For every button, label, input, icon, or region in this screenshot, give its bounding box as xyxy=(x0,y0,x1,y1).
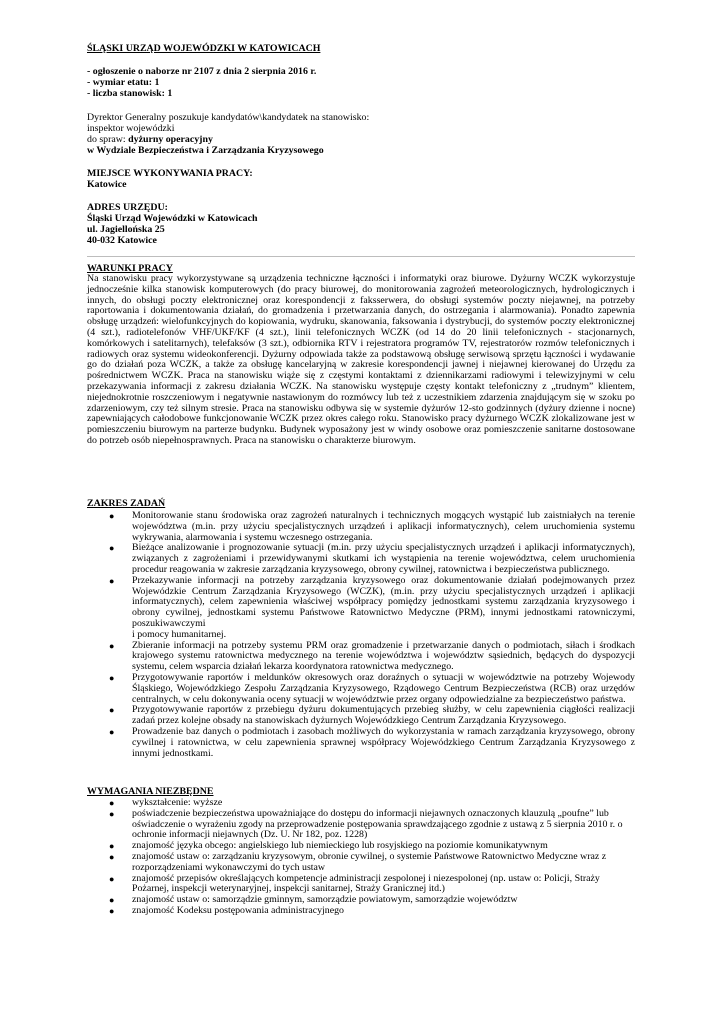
section-divider xyxy=(87,256,635,257)
address-line-1: Śląski Urząd Wojewódzki w Katowicach xyxy=(87,213,258,224)
list-item: ● wykształcenie: wyższe xyxy=(109,797,223,808)
list-item: ● Przygotowywanie raportów i meldunków okresowych oraz doraźnych o sytuacji w województwie na potrzeby Wojewody Śląskiego, Wojewódzkiego Zespołu Zarządzania Kryzysowego, Rządowego Centrum Bezpieczeństwa (RCB) oraz urzędów centralnych, w celu dokonywania oceny sytuacji w województwie przez organy odpowiedzialne za bezpieczeństwo państwa. xyxy=(109,671,635,705)
conditions-heading: WARUNKI PRACY xyxy=(87,263,173,274)
bullet-icon: ● xyxy=(109,851,115,862)
duties-heading: ZAKRES ZADAŃ xyxy=(87,498,166,509)
duties-list xyxy=(87,511,635,759)
workload-line: - wymiar etatu: 1 xyxy=(87,77,160,88)
list-item: ● Zbieranie informacji na potrzeby systemu PRM oraz gromadzenie i przetwarzanie danych o podmiotach, siłach i środkach krajowego systemu ratownictwa medycznego na terenie województwa i województw sąsiednich, będących do dyspozycji systemu, celem wsparcia działań lekarza koordynatora ratownictwa medycznego. xyxy=(109,639,635,673)
list-item: ● znajomość przepisów określających kompetencje administracji zespolonej i niezespolonej (np. ustaw o: Policji, Straży Pożarnej, inspekcji weterynaryjnej, inspekcji sanitarnej, Straży Granicznej itd.) xyxy=(109,872,600,895)
list-item: ● znajomość języka obcego: angielskiego lub niemieckiego lub rosyjskiego na poziomie komunikatywnym xyxy=(109,840,548,852)
position-role: do spraw: dyżurny operacyjny xyxy=(87,134,213,145)
list-item: ● znajomość Kodeksu postępowania administracyjnego xyxy=(109,904,344,916)
requirements-heading: WYMAGANIA NIEZBĘDNE xyxy=(87,786,214,797)
bullet-icon: ● xyxy=(109,841,115,852)
bullet-icon: ● xyxy=(109,905,115,916)
bullet-icon: ● xyxy=(109,726,115,737)
list-item: ● znajomość ustaw o: zarządzaniu kryzysowym, obronie cywilnej, o systemie Państwowe Ratownictwo Medyczne wraz z rozporządzeniami wykonawczymi do tych ustaw xyxy=(109,850,607,873)
bullet-icon: ● xyxy=(109,575,115,586)
department-name: w Wydziale Bezpieczeństwa i Zarządzania Kryzysowego xyxy=(87,145,324,156)
list-item: ● Bieżące analizowanie i prognozowanie sytuacji (m.in. przy użyciu specjalistycznych urządzeń i aplikacji informatycznych), związanych z zagrożeniami i przewidywanymi skutkami ich wystąpienia na terenie województwa, celem uruchomienia procedur reagowania w zakresie zarządzania kryzysowego, obrony cywilnej, ratownictwa i bezpieczeństwa publicznego. xyxy=(109,542,635,575)
bullet-icon: ● xyxy=(109,543,115,554)
bullet-icon: ● xyxy=(109,672,115,683)
requirements-list xyxy=(87,798,635,917)
workplace-value: Katowice xyxy=(87,179,127,190)
bullet-icon: ● xyxy=(109,895,115,906)
address-heading: ADRES URZĘDU: xyxy=(87,202,168,213)
positions-count: - liczba stanowisk: 1 xyxy=(87,88,173,99)
workplace-heading: MIEJSCE WYKONYWANIA PRACY: xyxy=(87,168,253,179)
list-item: ● poświadczenie bezpieczeństwa upoważniające do dostępu do informacji niejawnych oznaczonych klauzulą „poufne” lub oświadczenie o wyrażeniu zgody na przeprowadzenie postępowania sprawdzającego zgodnie z ustawą z 5 sierpnia 2010 r. o ochronie informacji niejawnych (Dz. U. Nr 182, poz. 1228) xyxy=(109,807,623,841)
intro-line: Dyrektor Generalny poszukuje kandydatów\kandydatek na stanowisko: xyxy=(87,112,370,123)
list-item: ● Monitorowanie stanu środowiska oraz zagrożeń naturalnych i technicznych mogących wystąpić lub zaistniałych na terenie województwa (m.in. przy użyciu specjalistycznych urządzeń i aplikacji informatycznych), celem uruchomienia systemu wykrywania, alarmowania i systemu wczesnego ostrzegania. xyxy=(109,510,635,543)
bullet-icon: ● xyxy=(109,808,115,819)
address-line-2: ul. Jagiellońska 25 xyxy=(87,224,165,235)
bullet-icon: ● xyxy=(109,705,115,716)
list-item: ● znajomość ustaw o: samorządzie gminnym, samorządzie powiatowym, samorządzie województw xyxy=(109,894,518,906)
address-line-3: 40-032 Katowice xyxy=(87,235,157,246)
list-item: ● Przekazywanie informacji na potrzeby zarządzania kryzysowego oraz dokumentowanie działań podejmowanych przez Wojewódzkie Centrum Zarządzania Kryzysowego (WCZK), (m.in. przy użyciu specjalistycznych urządzeń i aplikacji informatycznych), celem zapewnienia właściwej współpracy pomiędzy jednostkami systemu zarządzania kryzysowego i obrony cywilnej, jednostkami systemu Państwowe Ratownictwo Medyczne (PRM), innymi jednostkami ratowniczymi, poszukiwawczymi i pomocy humanitarnej. xyxy=(109,574,635,640)
position-title: inspektor wojewódzki xyxy=(87,123,175,134)
bullet-icon: ● xyxy=(109,511,115,521)
announcement-number: - ogłoszenie o naborze nr 2107 z dnia 2 sierpnia 2016 r. xyxy=(87,66,317,77)
bullet-icon: ● xyxy=(109,640,115,651)
bullet-icon: ● xyxy=(109,798,115,808)
institution-title: ŚLĄSKI URZĄD WOJEWÓDZKI W KATOWICACH xyxy=(87,43,321,54)
bullet-icon: ● xyxy=(109,873,115,884)
conditions-text: Na stanowisku pracy wykorzystywane są urządzenia techniczne łączności i informatyki oraz biurowe. Dyżurny WCZK wykorzystuje jednocześnie kilka stanowisk komputerowych (do pracy biurowej, do monitorowania zagrożeń meteorologicznych, hydrologicznych i innych, do obsługi poczty elektronicznej oraz korespondencji z faksserwera, do obsługi systemów poczty niejawnej, na potrzeby raportowania i dokumentowania działań, do gromadzenia i przetwarzania danych, do ostrzegania i alarmowania). Ponadto zapewnia obsługę urządzeń: wielofunkcyjnych do kopiowania, wydruku, skanowania, faksowania i dystrybucji, do systemów poczty elektronicznej (4 szt.), radiotelefonów VHF/UKF/KF (4 szt.), linii telefonicznych WCZK (od 14 do 20 linii telefonicznych - stacjonarnych, komórkowych i satelitarnych), telefaksów (3 szt.), odbiornika RTV i rejestratora programów TV, rejestratorów rozmów telefonicznych i radiowych oraz systemu wideokonferencji. Dyżurny odpowiada także za podstawową obsługę serwisową sprzętu łączności i wydawanie go do działań poza WCZK, a także za obsługę kancelaryjną w zakresie korespondencji jawnej i niejawnej kierowanej do Urzędu za pośrednictwem WCZK. Praca na stanowisku wiąże się z częstymi kontaktami z dziennikarzami radiowymi i telewizyjnymi w celu przekazywania informacji z zakresu działania WCZK. Na stanowisku występuje częsty kontakt telefoniczny z „trudnym” klientem, niejednokrotnie roszczeniowym i negatywnie nastawionym do rozmówcy lub też z uczestnikiem zdarzenia znajdującym się w szoku po zdarzeniowym, czy też silnym stresie. Praca na stanowisku odbywa się w systemie dyżurów 12-sto godzinnych (dyżury dzienne i nocne) zapewniających całodobowe funkcjonowanie WCZK przez okres całego roku. Stanowisko pracy dyżurnego WCZK zlokalizowane jest w pomieszczeniu biurowym na parterze budynku. Budynek wyposażony jest w windy osobowe oraz pomieszczenie sanitarne dostosowane do potrzeb osób niepełnosprawnych. Praca na stanowisku o charakterze biurowym. xyxy=(87,273,635,446)
list-item: ● Prowadzenie baz danych o podmiotach i zasobach możliwych do wykorzystania w ramach zarządzania kryzysowego, obrony cywilnej i ratownictwa, w celu zapewnienia sprawnej współpracy Wojewódzkiego Centrum Zarządzania Kryzysowego z innymi jednostkami. xyxy=(109,725,635,759)
list-item: ● Przygotowywanie raportów z przebiegu dyżuru dokumentujących przebieg służby, w celu zapewnienia ciągłości realizacji zadań przez kolejne obsady na stanowiskach dyżurnych Wojewódzkiego Centrum Zarządzania Kryzysowego. xyxy=(109,704,635,727)
